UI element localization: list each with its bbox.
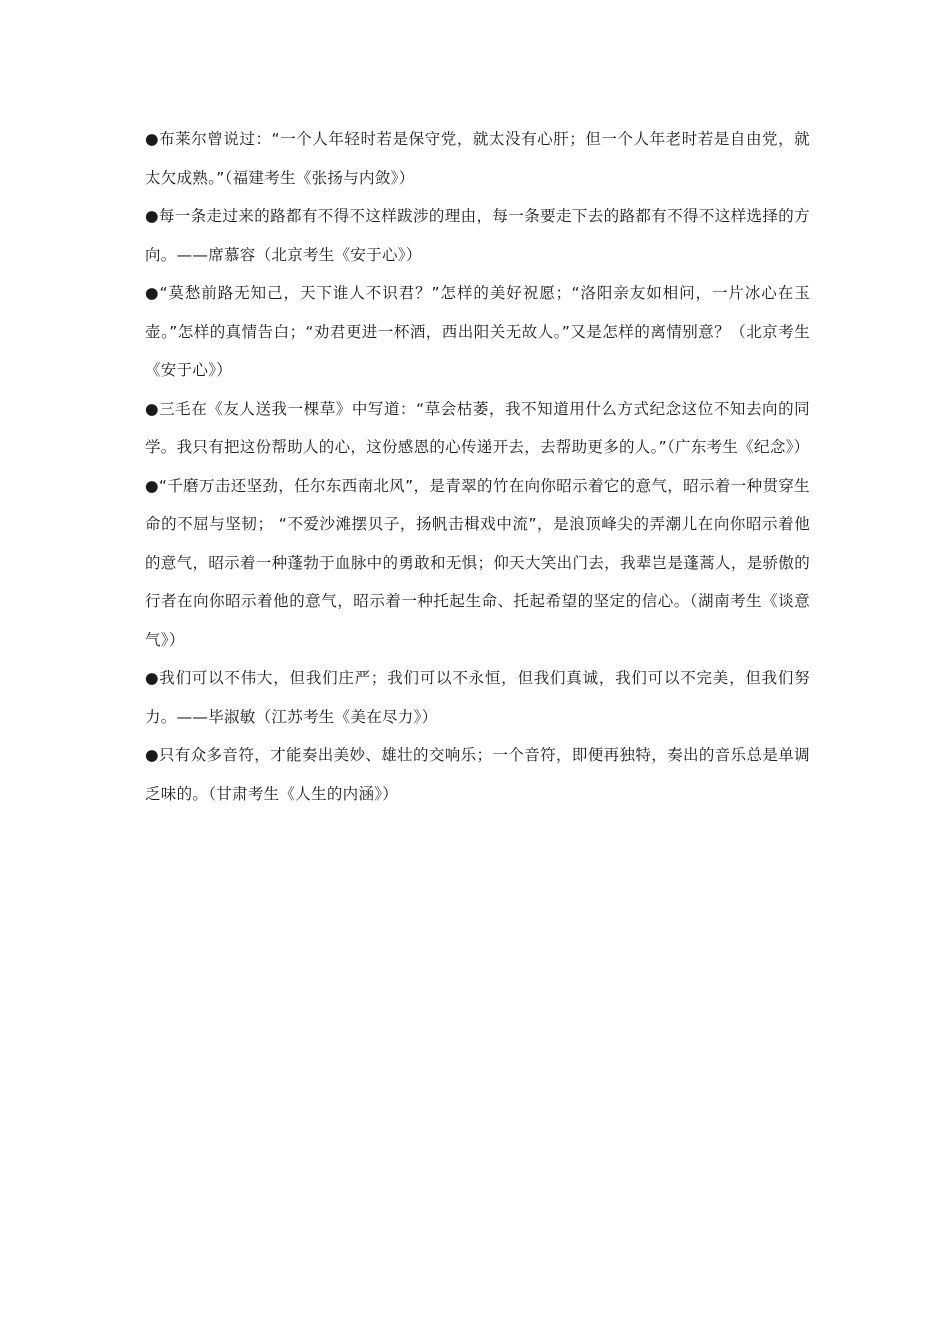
quote-paragraph-4: ●三毛在《友人送我一棵草》中写道：“草会枯萎，我不知道用什么方式纪念这位不知去向的同学。我只有把这份帮助人的心，这份感恩的心传递开去，去帮助更多的人。”（广东考生《纪念》） [145,399,810,456]
document-body [145,120,810,813]
quote-paragraph-1: ●布莱尔曾说过：“一个人年轻时若是保守党，就太没有心肝；但一个人年老时若是自由党，就太欠成熟。”（福建考生《张扬与内敛》） [145,130,810,187]
quote-paragraph-6: ●我们可以不伟大，但我们庄严；我们可以不永恒，但我们真诚，我们可以不完美，但我们努力。——毕淑敏（江苏考生《美在尽力》） [145,669,810,726]
quote-paragraph-2: ●每一条走过来的路都有不得不这样跋涉的理由，每一条要走下去的路都有不得不这样选择的方向。——席慕容（北京考生《安于心》） [145,207,810,264]
quote-paragraph-5: ●“千磨万击还坚劲，任尔东西南北风”，是青翠的竹在向你昭示着它的意气，昭示着一种贯穿生命的不屈与坚韧； “不爱沙滩摆贝子，扬帆击楫戏中流”，是浪顶峰尖的弄潮儿在向你昭示着他的意气，昭示着一种蓬勃于血脉中的勇敢和无惧；仰天大笑出门去，我辈岂是蓬蒿人，是骄傲的行者在向你昭示着他的意气，昭示着一种托起生命、托起希望的坚定的信心。（湖南考生《谈意气》） [145,476,810,649]
quote-paragraph-7: ●只有众多音符，才能奏出美妙、雄壮的交响乐；一个音符，即便再独特，奏出的音乐总是单调乏味的。（甘肃考生《人生的内涵》） [145,746,810,803]
quote-paragraph-3: ●“莫愁前路无知己，天下谁人不识君？”怎样的美好祝愿；“洛阳亲友如相问，一片冰心在玉壶。”怎样的真情告白；“劝君更进一杯酒，西出阳关无故人。”又是怎样的离情别意？（北京考生《安于心》） [145,284,810,379]
